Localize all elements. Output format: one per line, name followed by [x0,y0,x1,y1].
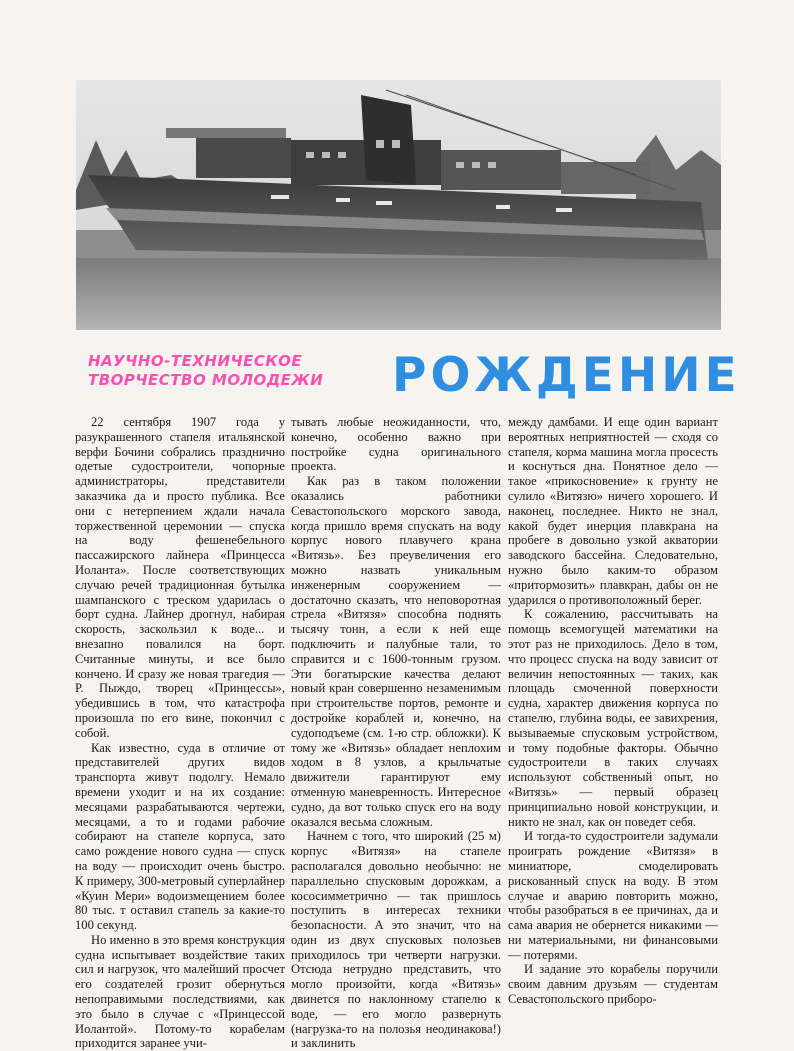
text-column-1 [75,415,285,1051]
paragraph: Но именно в это время конструкция судна испытывает воздействие таких сил и нагрузок, что малейший просчет его создателей грозит обернуться непоправимыми последствиями, как это было в случае с «Принцессой Иолантой». Потому-то корабелам приходится заранее учи- [75,932,285,1051]
paragraph: тывать любые неожиданности, что, конечно, особенно важно при постройке судна оригинального проекта. [291,415,501,474]
paragraph: Как раз в таком положении оказались работники Севастопольского морского завода, когда пришло время спускать на воду корпус нового плавучего крана «Витязь». Без преувеличения его можно назвать уникальным инженерным сооружением — достаточно сказать, что неповоротная стрела «Витязя» способна поднять тысячу тонн, а если к ней еще подключить и палубные тали, то справится и с 1600-тонным грузом. Эти богатырские качества делают новый кран совершенно незаменимым при строительстве портов, ремонте и достройке кораблей и, конечно, на судоподъеме (см. 1-ю стр. обложки). К тому же «Витязь» обладает неплохим ходом в 8 узлов, а крыльчатые движители гарантируют ему отменную маневренность. Интересное судно, да вот только спуск его на воду оказался весьма сложным. [291,474,501,829]
paragraph: И задание это корабелы поручили своим давним друзьям — студентам Севастопольского приборо- [508,962,718,1007]
article-headline: РОЖДЕНИЕ [392,348,741,403]
paragraph: между дамбами. И еще один вариант вероятных неприятностей — сходя со стапеля, корма машина могла просесть и коснуться дна. Понятное дело — такое «прикосновение» к грунту не сулило «Витязю» ничего хорошего. И наконец, последнее. Никто не знал, какой будет инерция плавкрана на пробеге в довольно узкой акватории заводского бассейна. Следовательно, нужно было каким-то образом «притормозить» плавкран, дабы он не ударился о противоположный берег. [508,415,718,607]
paragraph: Начнем с того, что широкий (25 м) корпус «Витязя» на стапеле располагался довольно необычно: не параллельно спусковым дорожкам, а кососимметрично — так пришлось поступить в интересах техники безопасности. А это значит, что на один из двух спусковых полозьев приходилось три четверти нагрузки. Отсюда нетрудно представить, что могло произойти, когда «Витязь» двинется по наклонному стапелю к воде, — его могло развернуть (нагрузка-то на полозья неодинакова!) и заклинить [291,829,501,1051]
rubric-line-1: НАУЧНО-ТЕХНИЧЕСКОЕ [88,352,303,370]
paragraph: 22 сентября 1907 года у разукрашенного стапеля итальянской верфи Бочини собрались празднично одетые судостроители, чопорные администраторы, представители заказчика да и просто публика. Все они с нетерпением ждали начала торжественной церемонии — спуска на воду фешенебельного пассажирского лайнера «Принцесса Иоланта». После соответствующих случаю речей традиционная бутылка шампанского с треском ударилась о борт судна. Лайнер дрогнул, набирая скорость, заскользил к воде... и внезапно повалился на борт. Считанные минуты, и все было кончено. И сразу же новая трагедия — Р. Пыждо, творец «Принцессы», убедившись в том, что катастрофа произошла по его вине, покончил с собой. [75,415,285,740]
section-rubric [88,352,348,390]
rubric-line-2: ТВОРЧЕСТВО МОЛОДЕЖИ [88,371,324,389]
ship-photo [76,80,721,330]
paragraph: Как известно, суда в отличие от представителей других видов транспорта живут подолгу. Немало времени уходит и на их создание: месяцами разрабатываются чертежи, месяцами, а то и годами рабочие собирают на стапеле корпуса, зато само рождение нового судна — спуск на воду — происходит очень быстро. К примеру, 300-метровый суперлайнер «Куин Мери» водоизмещением более 80 тыс. т оставил стапель за какие-то 100 секунд. [75,740,285,933]
paragraph: И тогда-то судостроители задумали проиграть рождение «Витязя» в миниатюре, смоделировать рискованный спуск на воду. В этом случае и аварию повторить можно, чтобы разобраться в ее причинах, да и сама авария не обернется никакими — ни материальными, ни финансовыми — потерями. [508,829,718,962]
text-column-3 [508,415,718,1007]
text-column-2 [291,415,501,1051]
paragraph: К сожалению, рассчитывать на помощь всемогущей математики на этот раз не приходилось. Дело в том, что процесс спуска на воду зависит от величин непостоянных — таких, как площадь смоченной поверхности судна, характер движения корпуса по стапелю, глубина воды, ее завихрения, вызываемые спусковым устройством, и тому подобные факторы. Обычно судостроители в таких случаях используют собственный опыт, но «Витязь» — первый образец принципиально новой конструкции, и никто не знал, как он поведет себя. [508,607,718,829]
